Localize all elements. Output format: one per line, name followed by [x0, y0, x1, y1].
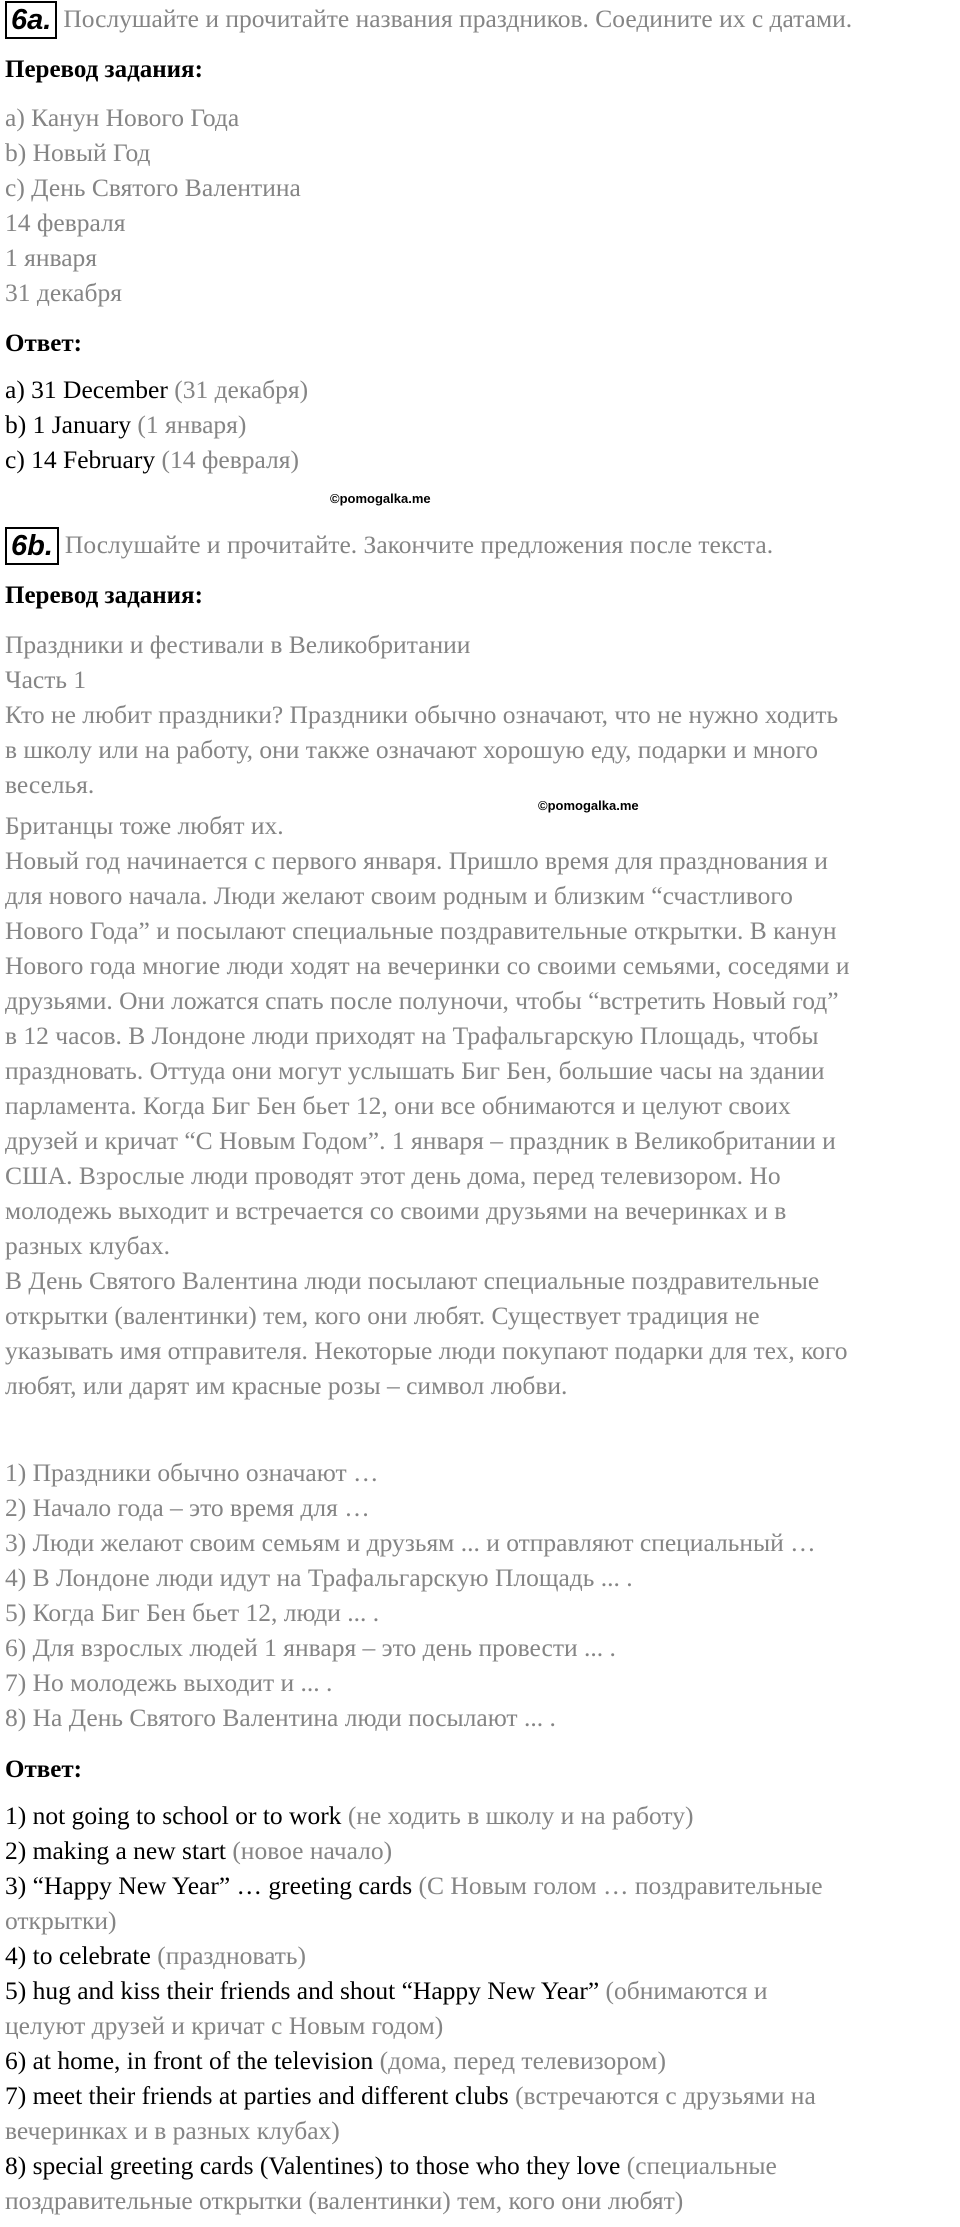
- exercise-6a-badge: 6a.: [5, 1, 57, 39]
- text-line: друзьями. Они ложатся спать после полуночи, чтобы “встретить Новый год”: [5, 986, 839, 1015]
- exercise-6b-badge: 6b.: [5, 527, 59, 565]
- text-line: США. Взрослые люди проводят этот день дома, перед телевизором. Но: [5, 1161, 781, 1190]
- exercise-6b-answer-line: [5, 1903, 117, 1938]
- text-line: Праздники и фестивали в Великобритании: [5, 630, 471, 659]
- answer-russian: вечеринках и в разных клубах): [5, 2116, 340, 2145]
- answer-russian: (С Новым голом … поздравительные: [412, 1871, 823, 1900]
- answer-russian: (1 января): [131, 410, 247, 439]
- answer-russian: (праздновать): [150, 1941, 307, 1970]
- answer-english: 7) meet their friends at parties and different clubs: [5, 2081, 509, 2110]
- exercise-6b-answer-line: [5, 1973, 768, 2008]
- text-line: Кто не любит праздники? Праздники обычно означают, что не нужно ходить: [5, 700, 839, 729]
- text-line: праздновать. Оттуда они могут услышать Биг Бен, большие часы на здании: [5, 1056, 825, 1085]
- question-line: 5) Когда Биг Бен бьет 12, люди ... .: [5, 1598, 380, 1627]
- text-line: в школу или на работу, они также означают хорошую еду, подарки и много: [5, 735, 819, 764]
- exercise-6b-answer-heading: Ответ:: [5, 1756, 82, 1783]
- exercise-6b-answer-line: [5, 1868, 823, 1903]
- exercise-6a-translation-line: 1 января: [5, 243, 98, 272]
- exercise-6a-header: [5, 1, 852, 39]
- text-line: Британцы тоже любят их.: [5, 811, 284, 840]
- text-line: Новый год начинается с первого января. Пришло время для празднования и: [5, 846, 828, 875]
- question-line: 3) Люди желают своим семьям и друзьям ... и отправляют специальный …: [5, 1528, 816, 1557]
- text-line: В День Святого Валентина люди посылают специальные поздравительные: [5, 1266, 820, 1295]
- question-line: 7) Но молодежь выходит и ... .: [5, 1668, 333, 1697]
- text-line: друзей и кричат “С Новым Годом”. 1 января – праздник в Великобритании и: [5, 1126, 836, 1155]
- exercise-6b-answer-line: [5, 2008, 443, 2043]
- exercise-6a-instruction: Послушайте и прочитайте названия праздников. Соедините их с датами.: [63, 4, 853, 33]
- question-line: 1) Праздники обычно означают …: [5, 1458, 379, 1487]
- exercise-6b-answer-line: [5, 2148, 777, 2183]
- text-line: Нового года многие люди ходят на вечеринки со своими семьями, соседями и: [5, 951, 850, 980]
- exercise-6a-translation-heading: Перевод задания:: [5, 56, 203, 83]
- exercise-6a-answer-line: [5, 372, 308, 407]
- exercise-6b-header: [5, 527, 773, 565]
- exercise-6b-answer-line: [5, 2043, 666, 2078]
- answer-english: b) 1 January: [5, 410, 132, 439]
- answer-russian: открытки): [5, 1906, 117, 1935]
- text-line: парламента. Когда Биг Бен бьет 12, они все обнимаются и целуют своих: [5, 1091, 791, 1120]
- text-line: для нового начала. Люди желают своим родным и близким “счастливого: [5, 881, 793, 910]
- answer-russian: (встречаются с друзьями на: [508, 2081, 816, 2110]
- text-line: любят, или дарят им красные розы – символ любви.: [5, 1371, 568, 1400]
- answer-english: a) 31 December: [5, 375, 168, 404]
- answer-russian: (14 февраля): [155, 445, 299, 474]
- answer-russian: (новое начало): [225, 1836, 393, 1865]
- exercise-6a-translation-line: 14 февраля: [5, 208, 126, 237]
- answer-english: 1) not going to school or to work: [5, 1801, 342, 1830]
- answer-english: 8) special greeting cards (Valentines) to those who they love: [5, 2151, 621, 2180]
- exercise-6a-translation-line: a) Канун Нового Года: [5, 103, 240, 132]
- text-line: веселья.: [5, 770, 95, 799]
- text-line: открытки (валентинки) тем, кого они любят. Существует традиция не: [5, 1301, 760, 1330]
- answer-russian: (специальные: [620, 2151, 777, 2180]
- exercise-6b-answer-line: [5, 1833, 392, 1868]
- answer-russian: целуют друзей и кричат с Новым годом): [5, 2011, 444, 2040]
- answer-english: 5) hug and kiss their friends and shout “Happy New Year”: [5, 1976, 600, 2005]
- exercise-6a-answer-line: [5, 442, 299, 477]
- exercise-6b-answer-line: [5, 2078, 816, 2113]
- answer-russian: поздравительные открытки (валентинки) тем, кого они любят): [5, 2186, 684, 2215]
- text-line: Нового Года” и посылают специальные поздравительные открытки. В канун: [5, 916, 837, 945]
- answer-english: 6) at home, in front of the television: [5, 2046, 374, 2075]
- answer-russian: (не ходить в школу и на работу): [341, 1801, 694, 1830]
- exercise-6a-translation-line: c) День Святого Валентина: [5, 173, 301, 202]
- question-line: 2) Начало года – это время для …: [5, 1493, 370, 1522]
- question-line: 6) Для взрослых людей 1 января – это день провести ... .: [5, 1633, 616, 1662]
- text-line: указывать имя отправителя. Некоторые люди покупают подарки для тех, кого: [5, 1336, 848, 1365]
- exercise-6a-answer-line: [5, 407, 246, 442]
- text-line: в 12 часов. В Лондоне люди приходят на Трафальгарскую Площадь, чтобы: [5, 1021, 819, 1050]
- answer-english: 4) to celebrate: [5, 1941, 151, 1970]
- exercise-6b-answer-line: [5, 2113, 340, 2148]
- answer-english: c) 14 February: [5, 445, 156, 474]
- exercise-6b-answer-line: [5, 1798, 693, 1833]
- answer-russian: (обнимаются и: [599, 1976, 768, 2005]
- exercise-6a-answer-heading: Ответ:: [5, 330, 82, 357]
- answer-english: 2) making a new start: [5, 1836, 226, 1865]
- question-line: 4) В Лондоне люди идут на Трафальгарскую Площадь ... .: [5, 1563, 633, 1592]
- text-line: разных клубах.: [5, 1231, 170, 1260]
- exercise-6b-answer-line: [5, 1938, 306, 1973]
- exercise-6b-translation-heading: Перевод задания:: [5, 582, 203, 609]
- exercise-6a-translation-line: b) Новый Год: [5, 138, 151, 167]
- question-line: 8) На День Святого Валентина люди посылают ... .: [5, 1703, 556, 1732]
- exercise-6b-answer-line: [5, 2183, 683, 2218]
- exercise-6b-instruction: Послушайте и прочитайте. Закончите предложения после текста.: [64, 530, 774, 559]
- answer-russian: (дома, перед телевизором): [373, 2046, 666, 2075]
- answer-russian: (31 декабря): [167, 375, 309, 404]
- answer-english: 3) “Happy New Year” … greeting cards: [5, 1871, 413, 1900]
- exercise-6a-translation-line: 31 декабря: [5, 278, 122, 307]
- text-line: молодежь выходит и встречается со своими друзьями на вечеринках и в: [5, 1196, 787, 1225]
- watermark: ©pomogalka.me: [330, 491, 431, 506]
- text-line: Часть 1: [5, 665, 87, 694]
- watermark: ©pomogalka.me: [538, 798, 639, 813]
